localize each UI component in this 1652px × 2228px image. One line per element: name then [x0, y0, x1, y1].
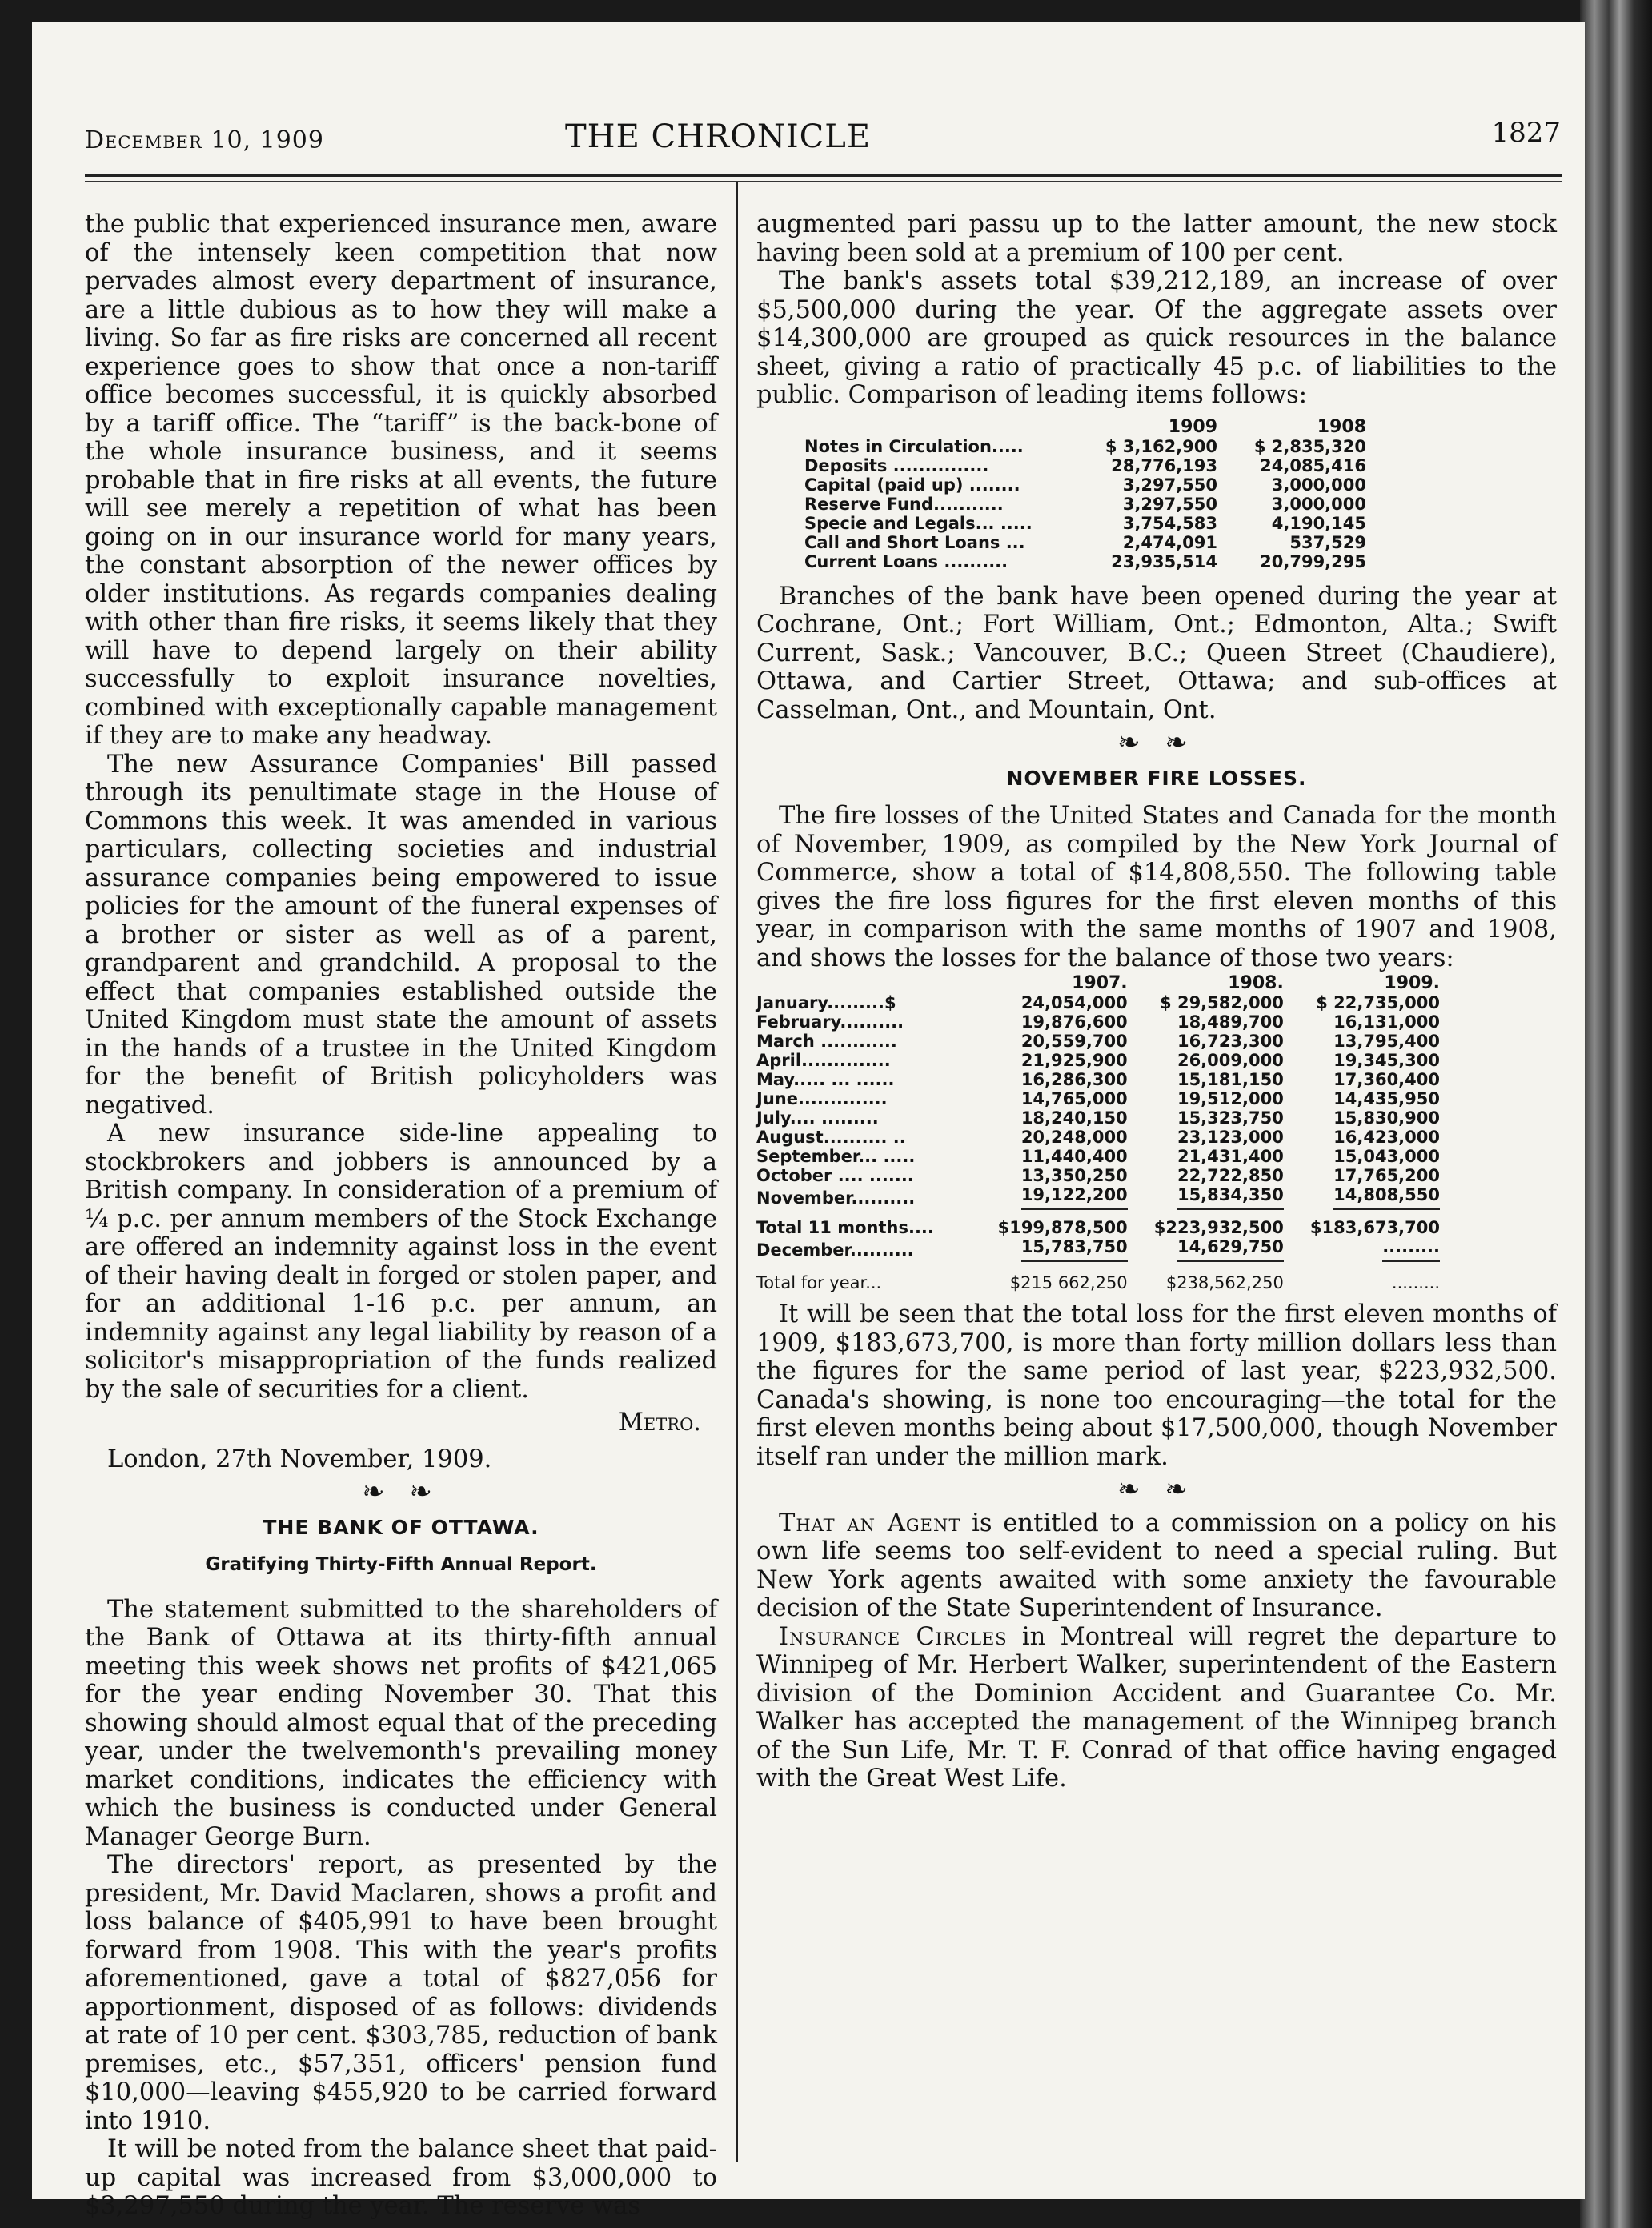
row-label: May..... ... ......	[756, 1070, 895, 1089]
header-rule-thin	[85, 181, 1562, 182]
row-label: October .... .......	[756, 1166, 914, 1185]
table-row	[804, 514, 1371, 533]
cell-value: 13,795,400	[1333, 1032, 1440, 1051]
cell-value: 16,286,300	[1020, 1070, 1128, 1089]
cell-value: 18,489,700	[1177, 1012, 1284, 1032]
cell-value: 16,723,300	[1177, 1032, 1284, 1051]
cell-value: 3,000,000	[1271, 475, 1366, 495]
paragraph: The directors' report, as presented by the president, Mr. David Maclaren, shows a profit and loss balance of $405,991 to have been brought forward from 1908. This with the year's profits aforementioned, gave a total of $827,056 for apportionment, disposed of as follows: dividends at rate of 10 per cent. $303,785, reduction of bank premises, etc., $57,351, officers' pension fund $10,000—leaving $455,920 to be carried forward into 1910.	[85, 1851, 717, 2135]
row-label: January.........$	[756, 993, 896, 1012]
year-header: 1907.	[1072, 973, 1128, 993]
cell-value: 20,799,295	[1260, 551, 1366, 571]
right-column	[756, 210, 1557, 1793]
cell-value: 16,131,000	[1333, 1012, 1440, 1032]
paragraph: Branches of the bank have been opened during the year at Cochrane, Ont.; Fort William, Ont.; Edmonton, Alta.; Swift Current, Sask.; Vancouver, B.C.; Queen Street (Chaudiere), Ottawa, and Cartier Street, Ottawa; and sub-offices at Casselman, Ont., and Mountain, Ont.	[756, 582, 1557, 724]
cell-value: $ 22,735,000	[1316, 993, 1440, 1012]
table-row	[756, 1032, 1445, 1051]
page	[32, 22, 1585, 2220]
cell-value: 19,345,300	[1333, 1051, 1440, 1070]
row-label: Deposits ...............	[804, 455, 989, 475]
paragraph: Insurance Circles in Montreal will regret the departure to Winnipeg of Mr. Herbert Walker, superintendent of the Eastern division of the Dominion Accident and Guarantee Co. Mr. Walker has accepted the management of the Winnipeg branch of the Sun Life, Mr. T. F. Conrad of that office having engaged with the Great West Life.	[756, 1622, 1558, 1793]
header-title: THE CHRONICLE	[565, 118, 872, 155]
cell-value: 19,512,000	[1177, 1089, 1284, 1108]
article-heading: NOVEMBER FIRE LOSSES.	[1006, 766, 1307, 790]
paragraph: A new insurance side-line appealing to stockbrokers and jobbers is announced by a British company. In consideration of a premium of ¼ p.c. per annum members of the Stock Exchange are offered an indemnity against loss in the event of their having dealt in forged or stolen paper, and for an additional 1-16 p.c. per annum, an indemnity against any legal liability by reason of a solicitor's misappropriation of the funds realized by the sale of securities for a client.	[85, 1120, 717, 1404]
paragraph: The bank's assets total $39,212,189, an increase of over $5,500,000 during the year. Of the aggregate assets over $14,300,000 are grouped as quick resources in the balance sheet, giving a ratio of practically 45 p.c. of liabilities to the public. Comparison of leading items follows:	[756, 267, 1557, 409]
row-label: November..........	[756, 1188, 916, 1208]
cell-value: $ 2,835,320	[1253, 436, 1366, 456]
fire-losses-table	[756, 974, 1445, 1292]
cell-value: 18,240,150	[1020, 1108, 1128, 1128]
cell-value: 23,935,514	[1111, 551, 1217, 571]
row-label: August.......... ..	[756, 1128, 906, 1147]
article-subheading: Gratifying Thirty-Fifth Annual Report.	[205, 1554, 597, 1575]
cell-value: 15,181,150	[1177, 1070, 1284, 1089]
left-column	[85, 210, 717, 2221]
table-row	[804, 533, 1371, 552]
row-label: Call and Short Loans ...	[804, 532, 1025, 552]
row-label: July.... .........	[756, 1108, 879, 1128]
cell-value: 15,043,000	[1333, 1147, 1440, 1166]
cell-value: 14,808,550	[1289, 1185, 1445, 1210]
paragraph: It will be noted from the balance sheet that paid-up capital was increased from $3,000,000 to $3,297,550 during the year. The reserve was	[85, 2135, 717, 2220]
header-date: December 10, 1909	[85, 126, 324, 154]
year-header: 1909	[1168, 416, 1217, 437]
cell-value: 22,722,850	[1177, 1166, 1284, 1185]
page-number: 1827	[1491, 117, 1561, 149]
ornament-icon: ❧ ❧	[1117, 727, 1196, 759]
cell-value: 21,431,400	[1177, 1147, 1284, 1166]
cell-value: 24,085,416	[1260, 455, 1366, 475]
year-header: 1908	[1317, 416, 1366, 437]
lead-in: That an Agent	[779, 1509, 961, 1537]
table-row	[756, 1185, 1445, 1210]
cell-value: 20,559,700	[1020, 1032, 1128, 1051]
paragraph: That an Agent is entitled to a commission on a policy on his own life seems too self-evident to need a special ruling. But New York agents awaited with some anxiety the favourable decision of the State Superintendent of Insurance.	[756, 1509, 1558, 1622]
cell-value: 3,754,583	[1122, 513, 1217, 533]
table-row	[756, 1128, 1445, 1147]
cell-value: $ 3,162,900	[1105, 436, 1217, 456]
row-label: September... .....	[756, 1147, 916, 1166]
row-label: February..........	[756, 1012, 904, 1032]
table-row	[756, 1166, 1445, 1185]
cell-value: 3,000,000	[1271, 494, 1366, 514]
cell-value: 28,776,193	[1111, 455, 1217, 475]
table-row	[756, 993, 1445, 1012]
table-row-total-11-months: Total 11 months.... $199,878,500 $223,932,500 $183,673,700	[756, 1218, 1440, 1237]
paragraph: The new Assurance Companies' Bill passed through its penultimate stage in the House of Commons this week. It was amended in various particulars, collecting societies and industrial assurance companies being empowered to issue policies for the amount of the funeral expenses of a brother or sister as well as of a parent, grandparent and grandchild. A proposal to the effect that companies established outside the United Kingdom must state the amount of assets in the hands of a trustee in the United Kingdom for the benefit of British policyholders was negatived.	[85, 750, 717, 1120]
table-row	[756, 1089, 1445, 1108]
paragraph: It will be seen that the total loss for the first eleven months of 1909, $183,673,700, is more than forty million dollars less than the figures for the same period of last year, $223,932,500. Canada's showing, is none too encouraging—the total for the first eleven months being about $17,500,000, though November itself ran under the million mark.	[756, 1300, 1557, 1471]
table-row	[756, 1147, 1445, 1166]
cell-value: 19,876,600	[1020, 1012, 1128, 1032]
cell-value: 14,435,950	[1333, 1089, 1440, 1108]
cell-value: 21,925,900	[1020, 1051, 1128, 1070]
year-header: 1909.	[1384, 973, 1440, 993]
cell-value: 13,350,250	[1020, 1166, 1128, 1185]
running-header	[85, 117, 1561, 165]
table-row	[756, 1051, 1445, 1070]
cell-value: 537,529	[1289, 532, 1366, 552]
cell-value: 26,009,000	[1177, 1051, 1284, 1070]
table-row	[804, 437, 1371, 456]
cell-value: 16,423,000	[1333, 1128, 1440, 1147]
article-heading: THE BANK OF OTTAWA.	[263, 1515, 539, 1539]
cell-value: 23,123,000	[1177, 1128, 1284, 1147]
cell-value: 15,830,900	[1333, 1108, 1440, 1128]
cell-value: 11,440,400	[1020, 1147, 1128, 1166]
paragraph: The statement submitted to the shareholders of the Bank of Ottawa at its thirty-fifth annual meeting this week shows net profits of $421,065 for the year ending November 30. That this showing should almost equal that of the preceding year, under the twelvemonth's prevailing money market conditions, indicates the efficiency with which the business is conducted under General Manager George Burn.	[85, 1595, 717, 1851]
row-label: Notes in Circulation.....	[804, 436, 1024, 456]
table-row	[804, 475, 1371, 495]
dateline: London, 27th November, 1909.	[107, 1445, 492, 1473]
cell-value: 3,297,550	[1122, 494, 1217, 514]
paragraph: The fire losses of the United States and Canada for the month of November, 1909, as compiled by the New York Journal of Commerce, show a total of $14,808,550. The following table gives the fire loss figures for the first eleven months of this year, in comparison with the same months of 1907 and 1908, and shows the losses for the balance of those two years:	[756, 802, 1557, 972]
cell-value: 4,190,145	[1271, 513, 1366, 533]
year-header: 1908.	[1228, 973, 1284, 993]
cell-value: 14,765,000	[1020, 1089, 1128, 1108]
cell-value: $ 29,582,000	[1160, 993, 1284, 1012]
cell-value: 17,765,200	[1333, 1166, 1440, 1185]
row-label: Current Loans ..........	[804, 551, 1008, 571]
ornament-icon: ❧ ❧	[362, 1476, 440, 1508]
lead-in: Insurance Circles	[779, 1622, 1008, 1651]
table-row	[756, 1108, 1445, 1128]
cell-value: 15,834,350	[1133, 1185, 1289, 1210]
row-label: April..............	[756, 1051, 891, 1070]
row-label: Specie and Legals... .....	[804, 513, 1032, 533]
cell-value: 20,248,000	[1020, 1128, 1128, 1147]
table-row	[804, 456, 1371, 475]
paragraph: augmented pari passu up to the latter amount, the new stock having been sold at a premium of 100 per cent.	[756, 210, 1557, 267]
cell-value: 2,474,091	[1122, 532, 1217, 552]
row-label: June..............	[756, 1089, 888, 1108]
row-label: March ............	[756, 1032, 897, 1051]
row-label: Reserve Fund...........	[804, 494, 1004, 514]
cell-value: 3,297,550	[1122, 475, 1217, 495]
table-row	[804, 552, 1371, 571]
table-row-total-year: Total for year... $215 662,250 $238,562,250 .........	[756, 1273, 1440, 1292]
cell-value: 19,122,200	[976, 1185, 1133, 1210]
signature: Metro.	[618, 1409, 701, 1437]
table-row	[756, 1070, 1445, 1089]
header-rule	[85, 174, 1562, 177]
cell-value: 24,054,000	[1020, 993, 1128, 1012]
row-label: Capital (paid up) ........	[804, 475, 1020, 495]
cell-value: 15,323,750	[1177, 1108, 1284, 1128]
column-divider	[736, 182, 738, 2162]
ornament-icon: ❧ ❧	[1117, 1473, 1196, 1505]
paragraph: the public that experienced insurance men, aware of the intensely keen competition that now pervades almost every department of insurance, are a little dubious as to how they will make a living. So far as fire risks are concerned all recent experience goes to show that once a non-tariff office becomes successful, it is quickly absorbed by a tariff office. The “tariff” is the back-bone of the whole insurance business, and it seems probable that in fire risks at all events, the future will see merely a repetition of what has been going on in our insurance world for many years, the constant absorption of the newer offices by older institutions. As regards companies dealing with other than fire risks, it seems likely that they will have to depend largely on their ability successfully to exploit insurance novelties, combined with exceptionally capable management if they are to make any headway.	[85, 210, 717, 750]
cell-value: 17,360,400	[1333, 1070, 1440, 1089]
scan-border	[1580, 0, 1652, 2228]
bank-comparison-table	[804, 418, 1371, 571]
table-row	[756, 1012, 1445, 1032]
table-row-december: December.......... 15,783,750 14,629,750 .........	[756, 1237, 1445, 1262]
table-row	[804, 495, 1371, 514]
